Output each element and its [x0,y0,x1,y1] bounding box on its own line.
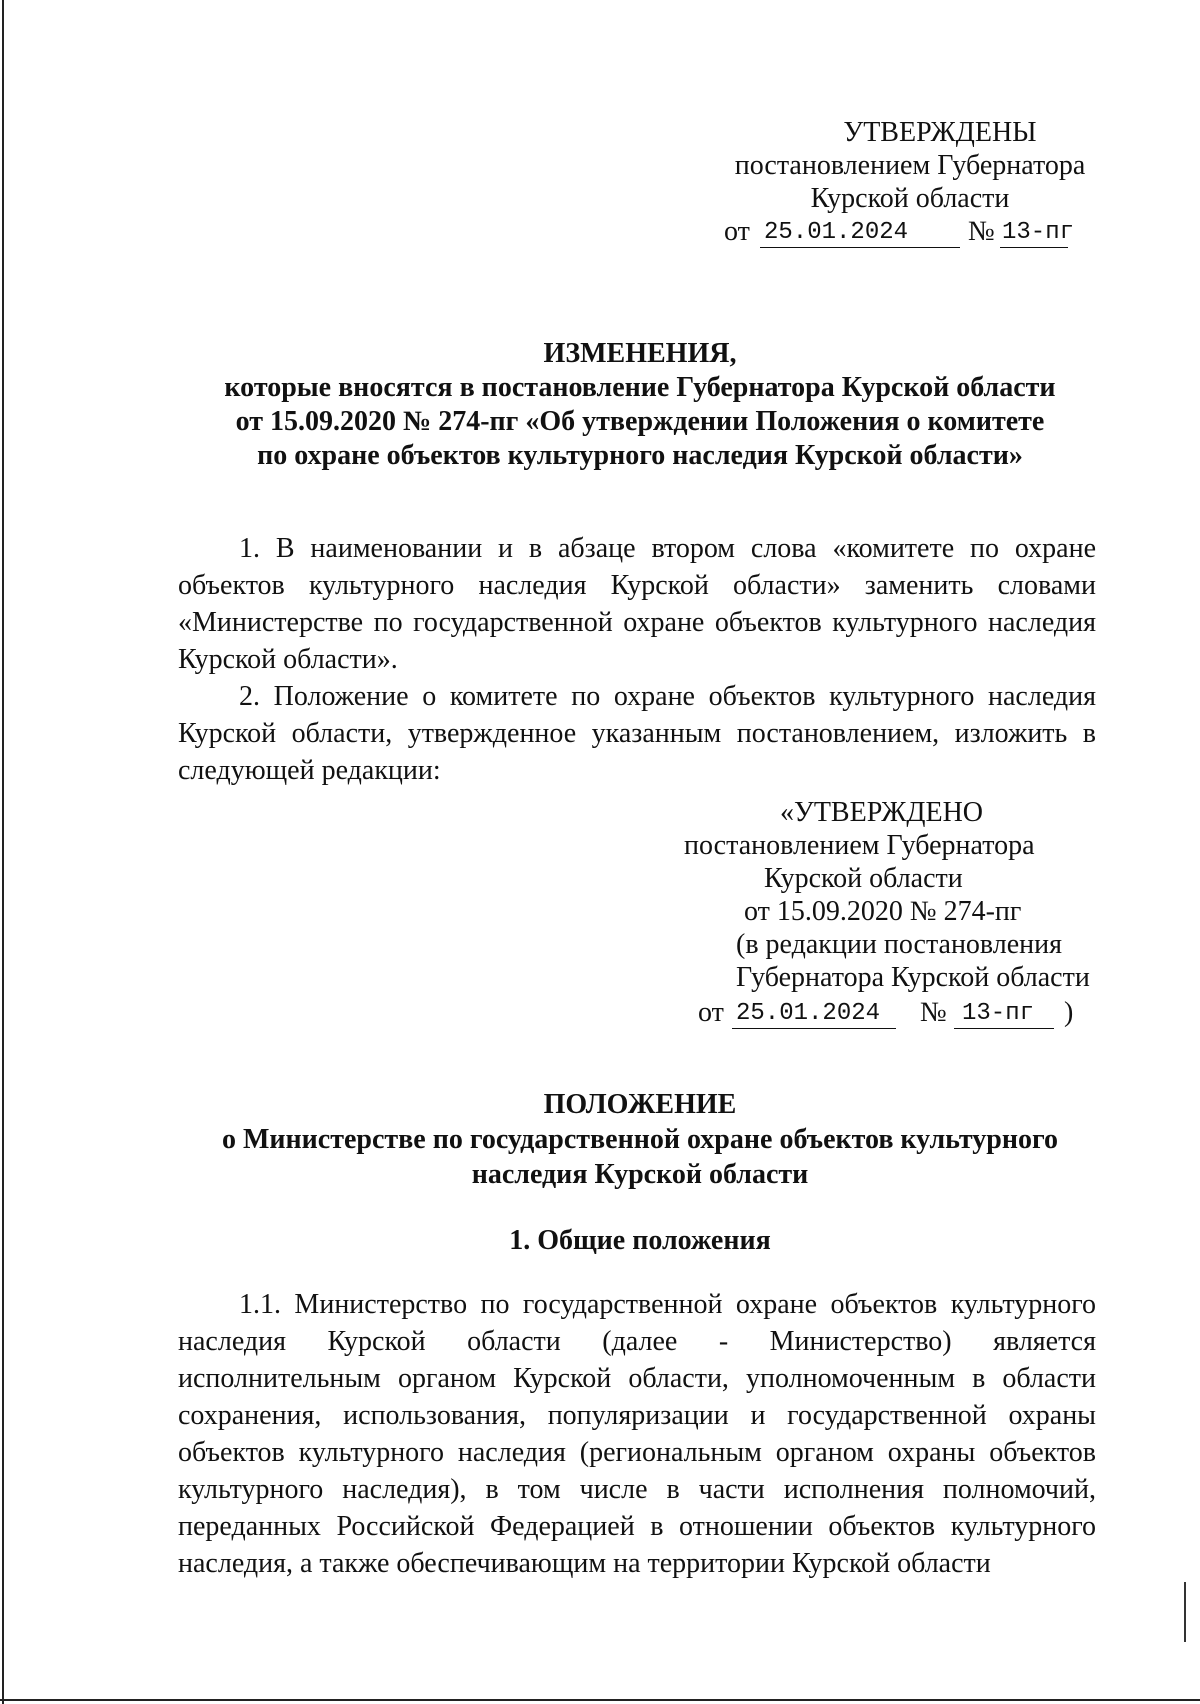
inner-approval-original: от 15.09.2020 № 274-пг [744,896,1022,927]
regulation-body [178,1286,1096,1582]
approval-date: 25.01.2024 [764,219,909,246]
inner-approval-close: ) [1064,997,1074,1028]
inner-approval-date: 25.01.2024 [736,1000,881,1027]
approval-number-label: № [968,216,995,247]
inner-approval-number: 13-пг [962,1000,1035,1027]
inner-approval-governor: Губернатора Курской области [736,962,1090,993]
scan-edge-left [2,0,4,1704]
paragraph-2: 2. Положение о комитете по охране объектов культурного наследия Курской области, утвержденное указанным постановлением, изложить в следующей редакции: [178,681,1096,786]
approval-region: Курской области [810,183,1010,214]
inner-approval-from-label: от [698,997,724,1028]
heading-title: ИЗМЕНЕНИЯ, [543,338,737,369]
heading-line-2: которые вносятся в постановление Губернатора Курской области [224,372,1056,403]
heading-line-4: по охране объектов культурного наследия Курской области» [257,440,1023,471]
approval-number: 13-пг [1002,219,1075,246]
inner-approval-issuer: постановлением Губернатора [684,830,1035,861]
amendments-body [178,530,1096,789]
amendments-heading [170,337,1110,473]
inner-approval-title: «УТВЕРЖДЕНО [780,797,984,828]
paragraph-1-1: 1.1. Министерство по государственной охране объектов культурного наследия Курской области (далее - Министерство) является исполнительным органом Курской области, уполномоченным в области сохранения, использования, популяризации и государственной охраны объектов культурного наследия (региональным органом охраны объектов культурного наследия), в том числе в части исполнения полномочий, переданных Российской Федерацией в отношении объектов культурного наследия, а также обеспечивающим на территории Курской области [178,1289,1096,1579]
regulation-line-2: о Министерстве по государственной охране объектов культурного [221,1124,1059,1155]
approval-title: УТВЕРЖДЕНЫ [843,117,1037,148]
inner-approval-number-label: № [920,997,947,1028]
approval-from-label: от [724,216,750,247]
scan-mark-right [1184,1582,1186,1642]
section-1-title: 1. Общие положения [509,1225,771,1256]
regulation-line-3: наследия Курской области [471,1159,809,1190]
inner-approval-edition: (в редакции постановления [736,929,1063,960]
approval-block-top [700,116,1120,247]
scan-edge-bottom [0,1699,1200,1701]
regulation-heading [170,1087,1110,1192]
heading-line-3: от 15.09.2020 № 274-пг «Об утверждении Положения о комитете [235,406,1045,437]
paragraph-1: 1. В наименовании и в абзаце втором слова «комитете по охране объектов культурного наследия Курской области» заменить словами «Министерстве по государственной охране объектов культурного наследия Курской области». [178,533,1096,675]
inner-approval-region: Курской области [764,863,963,894]
approval-number-line [700,215,1120,253]
approval-issuer: постановлением Губернатора [734,150,1086,181]
regulation-title: ПОЛОЖЕНИЕ [543,1089,737,1120]
